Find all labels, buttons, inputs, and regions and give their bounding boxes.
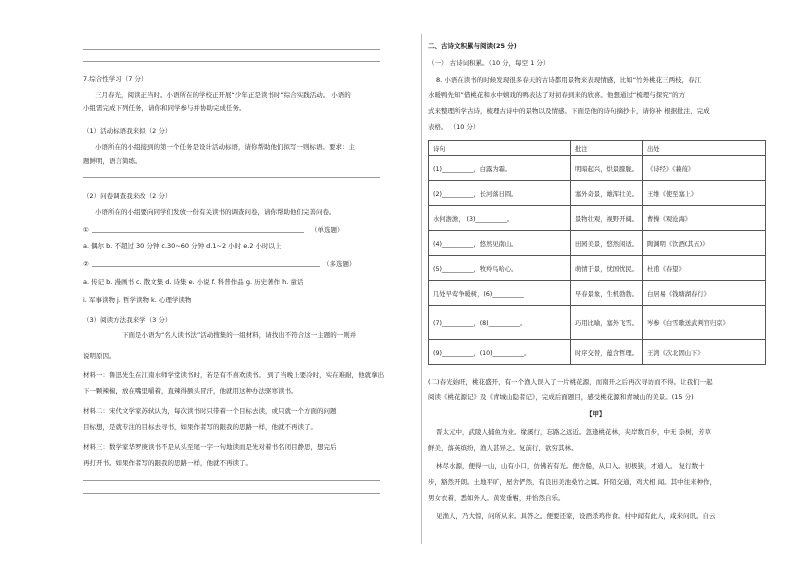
intro-text: 三月春光，阅读正当时。小语所在的学校正开展“少年正是读书时”综合实践活动。 小语的	[95, 91, 351, 99]
source-cell: 陶渊明《饮酒(其五)》	[642, 231, 765, 256]
survey-item-a-options: a. 偶尔 b. 不超过 30 分钟 c.30~60 分钟 d.1~2 小时 e.2 小时以上	[83, 242, 282, 250]
task-2-title: （2）问卷调查我来改（2 分）	[83, 192, 172, 200]
survey-item-b-label: ②	[83, 260, 89, 268]
passage-text: 男女衣着，悉如外人。黄发垂髫，并怡然自乐。	[428, 494, 565, 502]
poem-line-cell: (1)__________，白露为霜。	[429, 156, 571, 181]
material-3: 再打开书。如果作者写的跟我的思路一样，他就不再读了。	[83, 459, 252, 467]
passage-text: 鲜美，落英缤纷，渔人甚异之。复前行，欲穷其林。	[428, 444, 578, 452]
poem-line-cell: 几处早莺争暖树，(6)__________	[429, 281, 571, 306]
material-3: 材料三：数学家华罗庚读书不是从头至尾一字一句地读而是先对着书名闭目静思，想完后	[83, 443, 337, 451]
task-1-title: （1）活动标语我来拟（2 分）	[83, 127, 172, 135]
answer-line	[92, 266, 320, 267]
annotation-cell: 景物壮观，视野开阔。	[571, 206, 643, 231]
survey-item-b-options: a. 传记 b. 漫画书 c. 散文集 d. 诗集 e. 小说 f. 科普作品 g. 历史著作 h. 童话	[83, 278, 304, 286]
answer-line	[83, 49, 380, 50]
annotation-cell: 早春景象，生机勃勃。	[571, 281, 643, 306]
table-row	[429, 181, 766, 206]
source-cell: 杜甫《春望》	[642, 256, 765, 281]
passage-text: 晋太元中，武陵人捕鱼为业。缘溪行，忘路之远近。忽逢桃花林，夹岸数百步，中无 杂树，芳草	[436, 428, 712, 436]
task-3-text: 下面是小语为“名人读书法”活动搜集的一组材料，请找出不符合这一主题的一则并	[122, 331, 357, 339]
annotation-cell: 明暗起兴，烘景朦胧。	[571, 156, 643, 181]
part-2-intro: (二)春光始旺，桃花盛开，有一个渔人误入了一片桃花源，而南开之后再次寻访而不得。让我们一起	[428, 378, 713, 386]
task-3-title: （3）阅读方法我来学（3 分）	[83, 316, 172, 324]
poem-line-cell: (5)__________，牧羚鸟哈心。	[429, 256, 571, 281]
source-cell: 岑参《白雪歌送武判官归京》	[642, 306, 765, 340]
passage-text: 见渔人，乃大惊，问所从来。具答之。便要还家，设酒杀鸡作食。村中闻有此人，咸来问讯。自云	[436, 512, 716, 520]
material-1: 材料一：鲁迅先生在江南水师学堂读书时，若是有不喜欢读书。 到了当晚上要冷时，实在难耐，他就拿出	[83, 371, 385, 379]
poem-line-cell: 水何澹澹， (3)__________。	[429, 206, 571, 231]
survey-item-b-options: i. 军事读物 j. 哲学读物 k. 心理学读物	[83, 296, 192, 304]
annotation-cell: 田园美景，悠然闲适。	[571, 231, 643, 256]
source-cell: 王维《使至塞上》	[642, 181, 765, 206]
source-cell: 曹操《观沧海》	[642, 206, 765, 231]
passage-jia-heading: 【甲】	[586, 410, 606, 418]
table-row	[429, 306, 766, 340]
answer-line	[83, 177, 380, 178]
table-row	[429, 256, 766, 281]
annotation-cell: 塞外奇景，雄浑壮美。	[571, 181, 643, 206]
answer-line	[83, 480, 380, 481]
poem-line-cell: (9)__________，(10)__________。	[429, 340, 571, 365]
survey-item-a-type: （单选题）	[311, 226, 344, 234]
task-1-text: 题鲜明，语言简练。	[83, 157, 142, 165]
survey-item-a-label: ①	[83, 226, 89, 234]
passage-text: 步，豁然开朗。土地平旷，屋舍俨然，有良田美池桑竹之属。阡陌交通，鸡犬相 闻。其中往来种作，	[428, 478, 717, 486]
material-2: 材料二：宋代文学家苏轼认为，每次读书时只带着一个目标去读，或只就一个方面的问题	[83, 407, 337, 415]
table-row	[429, 156, 766, 181]
table-row	[429, 340, 766, 365]
annotation-cell: 巧用比喻，塞外飞雪。	[571, 306, 643, 340]
question-8-text: 8. 小语在读书的时候发现很多春天的古诗都用景物来表现情感，比如“竹外桃花三两枝，春江	[436, 76, 702, 84]
source-cell: 王湾《次北固山下》	[642, 340, 765, 365]
question-8-text: 式来整理所学古诗，梳理古诗中的景物以及情感。下面是他的诗句摘抄卡，请你补 根据批注，完成	[428, 107, 710, 115]
annotation-cell: 时序交替，蕴含哲理。	[571, 340, 643, 365]
intro-text: 小组需完成下列任务，请你和同学参与并协助完成任务。	[83, 104, 246, 112]
poem-line-cell: (7)__________，(8)__________。	[429, 306, 571, 340]
table-header-row	[429, 141, 766, 156]
annotation-cell: 萌情于景，忧国忧民。	[571, 256, 643, 281]
answer-line	[92, 232, 304, 233]
part-2-intro: 阅读《桃花源记》及《青城山隐者记》，完成后面题目，感受桃花源和青城山的美景。(15 分)	[428, 393, 694, 401]
column-header: 批注	[571, 141, 643, 156]
answer-line	[83, 61, 380, 62]
task-1-text: 小语所在的小组接到的第一个任务是设计活动标语，请你帮助他们拟写一则标语。要求：主	[95, 143, 355, 151]
source-cell: 白居易《钱塘湖春行》	[642, 281, 765, 306]
survey-item-b-type: （多选题）	[323, 260, 356, 268]
task-2-text: 小语所在的小组要向同学们发放一份有关读书的调查问卷，请你帮助他们完善问卷。	[95, 208, 336, 216]
poem-line-cell: (4)__________，悠然见南山。	[429, 231, 571, 256]
column-header: 诗句	[429, 141, 571, 156]
poem-table	[428, 140, 766, 365]
task-3-text: 说明原因。	[83, 352, 116, 360]
question-7-title: 7.综合性学习（7 分）	[83, 75, 148, 83]
material-2: 目标想，是就专注的目标去寻书，如果作者写的跟我的思路一样，他就不再读了。	[83, 423, 317, 431]
question-8-text: 表格。 （10 分）	[428, 123, 480, 131]
column-header: 出处	[642, 141, 765, 156]
poem-line-cell: (2)__________，长河落日圆。	[429, 181, 571, 206]
table-row	[429, 281, 766, 306]
column-divider	[421, 34, 422, 544]
section-title: 二、古诗文积累与阅读(25 分)	[428, 42, 517, 50]
question-8-text: 水暖鸭先知”借桃花和水中嬉戏的鸭表达了对初春到来的欣喜。他想通过“梳理与探究”的方	[428, 91, 686, 99]
material-1: 下一颗辣椒，放在嘴里嚼着，直辣得额头冒汗，他就用这种办法驱寒读书。	[83, 387, 298, 395]
passage-text: 林尽水源，便得一山，山有小口，仿佛若有光。便舍船，从口入。初极狭，才通人。 复行数十	[436, 462, 705, 470]
table-row	[429, 231, 766, 256]
table-row	[429, 206, 766, 231]
part-1-heading: （一） 古诗词积累。（10 分，每空 1 分）	[428, 59, 550, 67]
answer-line	[83, 493, 380, 494]
source-cell: 《诗经》《蒹葭》	[642, 156, 765, 181]
